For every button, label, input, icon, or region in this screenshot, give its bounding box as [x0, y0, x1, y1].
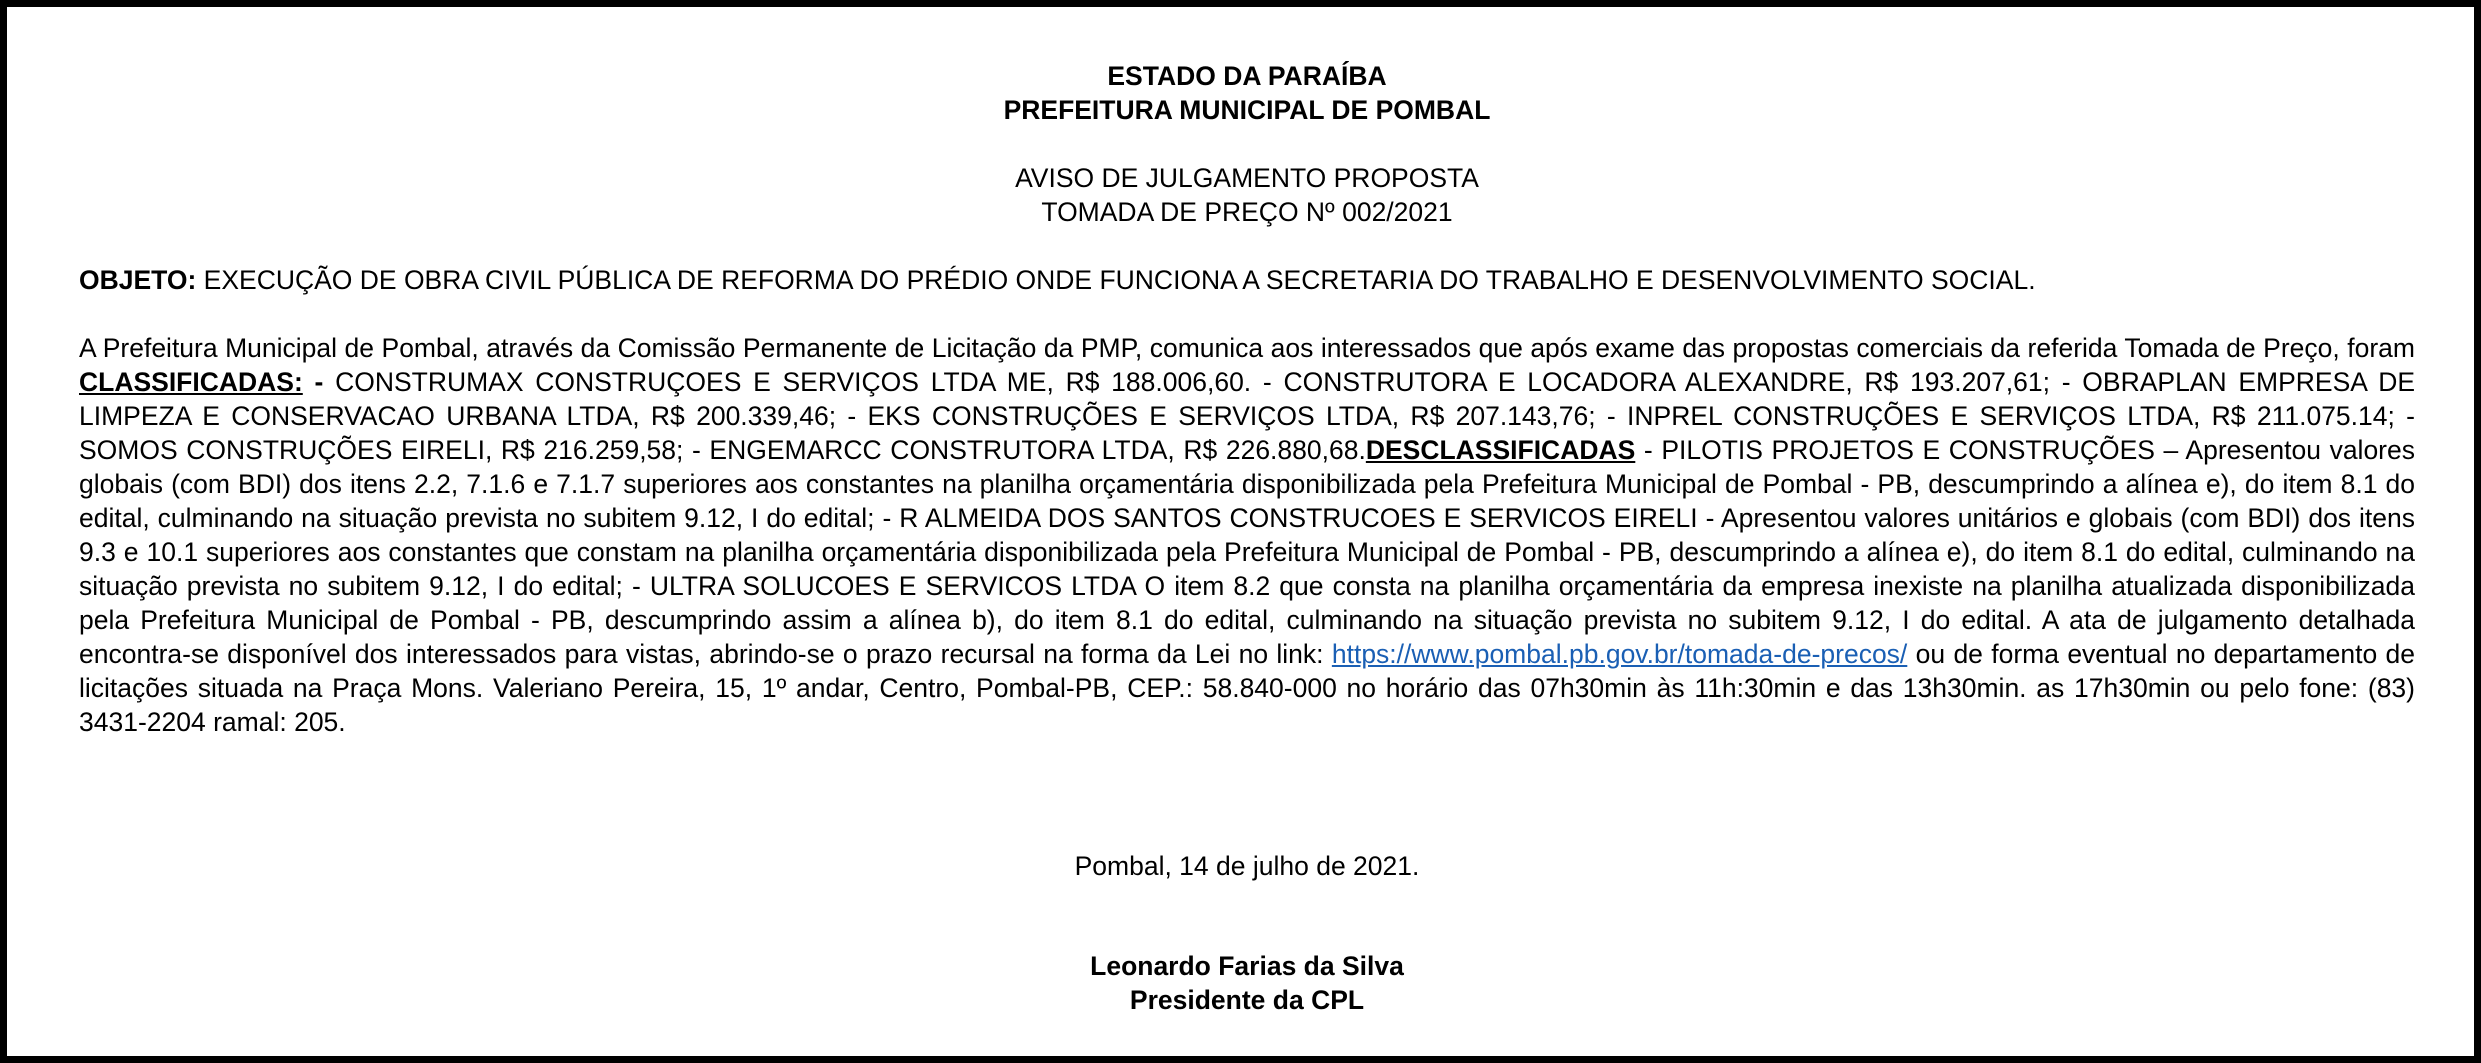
signature-block: [79, 949, 2415, 1017]
desclassificadas-details: - PILOTIS PROJETOS E CONSTRUÇÕES – Apresentou valores globais (com BDI) dos itens 2.2, 7.1.6 e 7.1.7 superiores aos constantes na planilha orçamentária disponibilizada pela Prefeitura Municipal de Pombal - PB, descumprindo a alínea e), do item 8.1 do edital, culminando na situação prevista no subitem 9.12, I do edital; - R ALMEIDA DOS SANTOS CONSTRUCOES E SERVICOS EIRELI - Apresentou valores unitários e globais (com BDI) dos itens 9.3 e 10.1 superiores aos constantes que constam na planilha orçamentária disponibilizada pela Prefeitura Municipal de Pombal - PB, descumprindo a alínea e), do item 8.1 do edital, culminando na situação prevista no subitem 9.12, I do edital; - ULTRA SOLUCOES E SERVICOS LTDA O item 8.2 que consta na planilha orçamentária da empresa inexiste na planilha atualizada disponibilizada pela Prefeitura Municipal de Pombal - PB, descumprindo assim a alínea b), do item 8.1 do edital, culminando na situação prevista no subitem 9.12, I do edital. A ata de julgamento detalhada encontra-se disponível dos interessados para vistas, abrindo-se o prazo recursal na forma da Lei no link:: [79, 435, 2415, 669]
document-content: [79, 59, 2416, 1015]
notice-title: AVISO DE JULGAMENTO PROPOSTA: [1015, 163, 1479, 193]
classificadas-dash: -: [302, 367, 324, 397]
tomada-de-precos-link[interactable]: https://www.pombal.pb.gov.br/tomada-de-precos/: [1331, 639, 1908, 669]
signer-name: Leonardo Farias da Silva: [1090, 951, 1404, 981]
municipality-name: PREFEITURA MUNICIPAL DE POMBAL: [1003, 95, 1491, 125]
state-name: ESTADO DA PARAÍBA: [1107, 61, 1387, 91]
signer-role: Presidente da CPL: [1129, 985, 1365, 1015]
notice-header: [79, 161, 2415, 229]
classificadas-label: CLASSIFICADAS:: [79, 367, 303, 397]
classificadas-list: CONSTRUMAX CONSTRUÇOES E SERVIÇOS LTDA ME, R$ 188.006,60. - CONSTRUTORA E LOCADORA ALEXANDRE, R$ 193.207,61; - OBRAPLAN EMPRESA DE LIMPEZA E CONSERVACAO URBANA LTDA, R$ 200.339,46; - EKS CONSTRUÇÕES E SERVIÇOS LTDA, R$ 207.143,76; - INPREL CONSTRUÇÕES E SERVIÇOS LTDA, R$ 211.075.14; - SOMOS CONSTRUÇÕES EIRELI, R$ 216.259,58; - ENGEMARCC CONSTRUTORA LTDA, R$ 226.880,68.: [79, 367, 2416, 465]
body-paragraph: [79, 331, 2415, 739]
body-intro: A Prefeitura Municipal de Pombal, através da Comissão Permanente de Licitação da PMP, comunica aos interessados que após exame das propostas comerciais da referida Tomada de Preço, foram: [79, 333, 2415, 363]
issuer-header: [79, 59, 2415, 127]
objeto-label: OBJETO:: [79, 265, 197, 295]
objeto-text: EXECUÇÃO DE OBRA CIVIL PÚBLICA DE REFORMA DO PRÉDIO ONDE FUNCIONA A SECRETARIA DO TRABALHO E DESENVOLVIMENTO SOCIAL.: [196, 265, 2036, 295]
document-date: Pombal, 14 de julho de 2021.: [1074, 851, 1420, 881]
contact-details: ou de forma eventual no departamento de licitações situada na Praça Mons. Valeriano Pereira, 15, 1º andar, Centro, Pombal-PB, CEP.: 58.840-000 no horário das 07h30min às 11h:30min e das 13h30min. as 17h30min ou pelo fone: (83) 3431-2204 ramal: 205.: [79, 639, 2415, 737]
desclassificadas-label: DESCLASSIFICADAS: [1365, 435, 1636, 465]
notice-number: TOMADA DE PREÇO Nº 002/2021: [1041, 197, 1453, 227]
objeto-paragraph: [79, 263, 2415, 297]
